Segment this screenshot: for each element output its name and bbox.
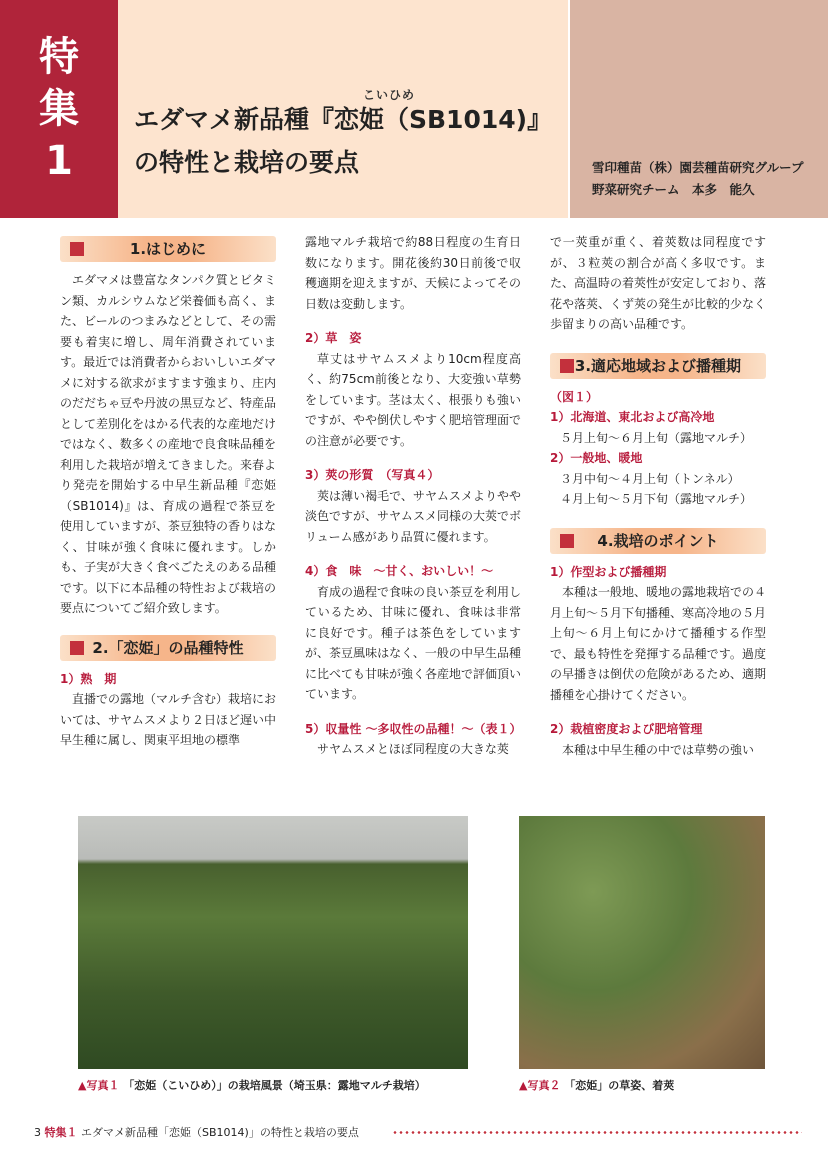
page-footer [34,1124,359,1140]
page-header [0,0,828,218]
subheading-yield: 5）収量性 ～多収性の品種！～（表１） [305,721,522,736]
article-title-line1: エダマメ新品種『恋姫（SB1014)』 [134,105,553,134]
plant-form-paragraph: 草丈はサヤムスメより10cm程度高く、約75cm前後となり、大変強い草勢をしています。茎は太く、根張りも強いですが、やや倒伏しやすく肥培管理面での注意が必要です。 [305,351,522,448]
column-2 [305,232,521,760]
yield-paragraph: サヤムスメとほぼ同程度の大きな莢 [317,742,509,756]
subheading-plant-form: 2）草 姿 [305,331,362,345]
photo2-caption [519,1077,674,1093]
subheading-taste: 4）食 味 ～甘く、おいしい！～ [305,564,494,578]
region-general-period-2: ４月上旬～５月下旬（露地マルチ） [560,492,753,506]
yield-continued-paragraph: で一莢重が重く、着莢数は同程度ですが、３粒莢の割合が高く多収です。また、高温時の着莢性が安定しており、落花や落莢、くず莢の発生が比較的少なく歩留まりの高い品種です。 [550,235,767,331]
footer-title: エダマメ新品種「恋姫（SB1014)」の特性と栽培の要点 [81,1126,359,1139]
photo1-caption-text: 「恋姫（こいひめ）」の栽培風景（埼玉県：露地マルチ栽培） [123,1079,426,1092]
feature-badge [0,0,118,218]
feature-number: 1 [45,138,73,184]
section-heading-characteristics: 2.「恋姫」の品種特性 [60,635,276,661]
footer-dotted-rule [392,1131,802,1134]
author-block [570,0,828,218]
taste-paragraph: 育成の過程で食味の良い茶豆を利用しているため、甘味に優れ、食味は非常に良好です。種子は茶色をしていますが、茶豆風味はなく、一般の中早生品種に比べても甘味が強く各産地で評価頂いています。 [305,584,522,701]
subheading-sowing: 1）作型および播種期 [550,564,667,579]
region-general-period-1: ３月中旬～４月上旬（トンネル） [560,471,740,486]
page-number: 3 [34,1126,41,1139]
column-1 [60,236,276,751]
footer-section-label: 特集１ [44,1126,78,1139]
section-heading-cultivation: 4.栽培のポイント [550,528,766,554]
region-general: 2）一般地、暖地 [550,451,643,465]
photo1-label: ▲写真１ [78,1079,120,1092]
plant-photo [519,816,765,1069]
photo2-caption-text: 「恋姫」の草姿、着莢 [564,1079,675,1092]
photo2-label: ▲写真２ [519,1079,561,1092]
region-north: 1）北海道、東北および高冷地 [550,410,715,424]
title-ruby: こいひめ [363,88,416,102]
region-north-period: ５月上旬～６月上旬（露地マルチ） [560,430,753,445]
field-photo [78,816,468,1069]
article-title-line2: の特性と栽培の要点 [134,148,360,177]
section-heading-intro: 1.はじめに [60,236,276,262]
subheading-maturity: 1）熟 期 [60,671,117,686]
figure-reference: （図１） [550,389,599,404]
growth-days-paragraph: 露地マルチ栽培で約88日程度の生育日数になります。開花後約30日前後で収穫適期を迎えますが、天候によってその日数は変動します。 [305,235,522,311]
author-name: 野菜研究チーム 本多 能久 [592,182,755,197]
subheading-pod: 3）莢の形質 （写真４） [305,468,440,482]
author-affiliation: 雪印種苗（株）園芸種苗研究グループ [592,160,804,175]
column-3 [550,232,766,760]
intro-paragraph: エダマメは豊富なタンパク質とビタミン類、カルシウムなど栄養価も高く、また、ビールのつまみなどとして、その需要も着実に増し、周年消費されています。最近では消費者からおいしいエダマメに対する欲求がますます強まり、庄内のだだちゃ豆や丹波の黒豆など、特産品として差別化をはかる代表的な産地だけではなく、数多くの産地で良食味品種を利用した栽培が増えてきました。来春より発売を開始する中早生新品種『恋姫（SB1014)』は、育成の過程で茶豆を使用していますが、茶豆独特の香りはなく、甘味が強く食味に優れます。しかも、子実が大きく食べごたえのある品種です。以下に本品種の特性および栽培の要点についてご紹介致します。 [60,273,277,615]
density-paragraph: 本種は中早生種の中では草勢の強い [562,742,755,757]
sowing-paragraph: 本種は一般地、暖地の露地栽培での４月上旬～５月下旬播種、寒高冷地の５月上旬～６月上旬にかけて播種する作型で、最も特性を発揮する品種です。過度の早播きは倒伏の危険があるため、適期播種を心掛けてください。 [550,585,767,702]
maturity-paragraph: 直播での露地（マルチ含む）栽培においては、サヤムスメより２日ほど遅い中早生種に属し、関東平坦地の標準 [60,692,277,747]
pod-paragraph: 莢は薄い褐毛で、サヤムスメよりやや淡色ですが、サヤムスメ同様の大莢でボリューム感があり品質に優れます。 [305,488,521,544]
feature-char: 特 [39,34,79,80]
photo1-caption [78,1077,426,1093]
section-heading-region: 3.適応地域および播種期 [550,353,766,379]
feature-char: 集 [39,86,79,132]
subheading-density: 2）栽植密度および肥培管理 [550,722,703,736]
